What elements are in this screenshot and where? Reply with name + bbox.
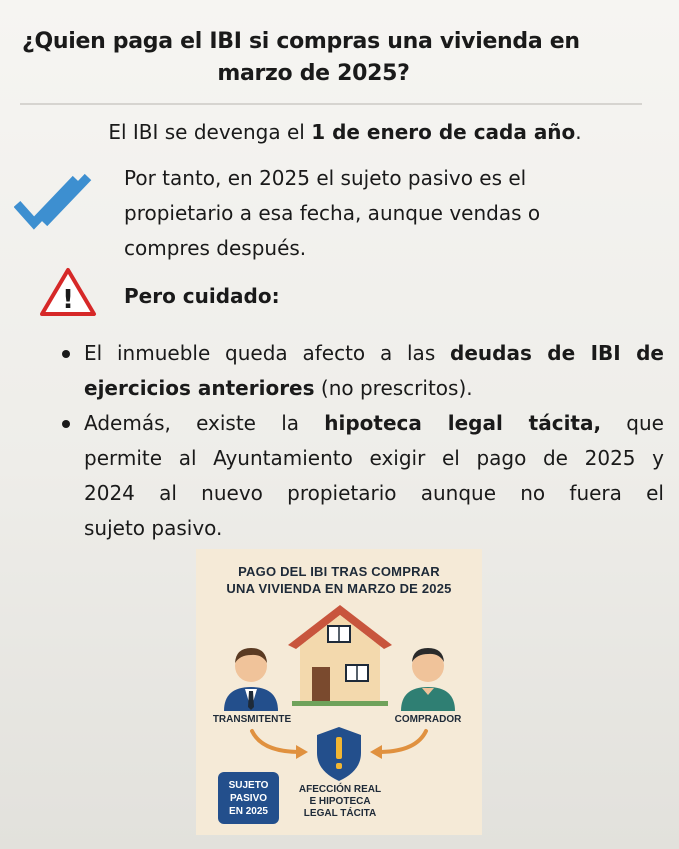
shield-icon <box>317 727 361 781</box>
bullet-line: permite al Ayuntamiento exigir el pago de 2025 y <box>84 446 664 470</box>
warning-triangle-icon <box>39 266 97 318</box>
infographic-title <box>196 563 482 597</box>
intro-end: . <box>575 120 582 144</box>
bullet-list <box>62 336 664 546</box>
double-check-icon <box>14 171 110 233</box>
paragraph-line: compres después. <box>124 236 307 260</box>
badge-line: PASIVO <box>229 792 268 804</box>
bullet-line: 2024 al nuevo propietario aunque no fuera el <box>84 481 664 505</box>
badge-line: SUJETO <box>228 779 269 791</box>
paragraph-line: propietario a esa fecha, aunque vendas o <box>124 201 541 225</box>
intro-text: El IBI se devenga el <box>108 120 312 144</box>
lien-label-line: LEGAL TÁCITA <box>303 808 377 819</box>
warning-symbol: ! <box>62 285 74 315</box>
badge-line: EN 2025 <box>229 805 268 817</box>
bullet-dot <box>62 420 70 428</box>
bullet-text: Además, existe la <box>84 411 325 435</box>
bullet-text: que <box>601 411 664 435</box>
caution-heading: Pero cuidado: <box>124 284 280 308</box>
title-line-1: ¿Quien paga el IBI si compras una vivienda en <box>22 29 580 54</box>
infographic-title-line: PAGO DEL IBI TRAS COMPRAR <box>238 564 440 579</box>
bullet-bold: hipoteca legal tácita, <box>324 411 602 435</box>
bullet-line: sujeto pasivo. <box>84 516 223 540</box>
title-line-2: marzo de 2025? <box>217 61 410 86</box>
list-item <box>62 406 664 546</box>
seller-person-icon <box>224 648 278 711</box>
bullet-bold: ejercicios anteriores <box>84 376 315 400</box>
taxpayer-paragraph <box>124 161 644 266</box>
bullet-bold: deudas de IBI de <box>450 341 664 365</box>
title-divider <box>20 103 642 105</box>
bullet-line <box>84 371 664 406</box>
list-item <box>62 336 664 406</box>
bullet-text: El inmueble queda afecto a las <box>84 341 451 365</box>
intro-bold-date: 1 de enero de cada año <box>311 120 576 144</box>
bullet-text: (no prescritos). <box>314 376 473 400</box>
bullet-dot <box>62 350 70 358</box>
infographic-title-line: UNA VIVIENDA EN MARZO DE 2025 <box>226 581 452 596</box>
seller-label: TRANSMITENTE <box>212 714 292 725</box>
paragraph-line: Por tanto, en 2025 el sujeto pasivo es el <box>124 166 527 190</box>
house-icon <box>288 605 392 706</box>
bullet-line <box>84 406 664 441</box>
taxpayer-badge <box>218 772 279 824</box>
buyer-person-icon <box>401 648 455 711</box>
lien-label <box>288 784 392 820</box>
lien-label-line: E HIPOTECA <box>309 796 371 807</box>
bullet-line <box>84 336 664 371</box>
lien-label-line: AFECCIÓN REAL <box>298 784 382 795</box>
infographic-card <box>196 549 482 835</box>
intro-sentence <box>0 117 679 147</box>
buyer-label: COMPRADOR <box>394 714 462 725</box>
